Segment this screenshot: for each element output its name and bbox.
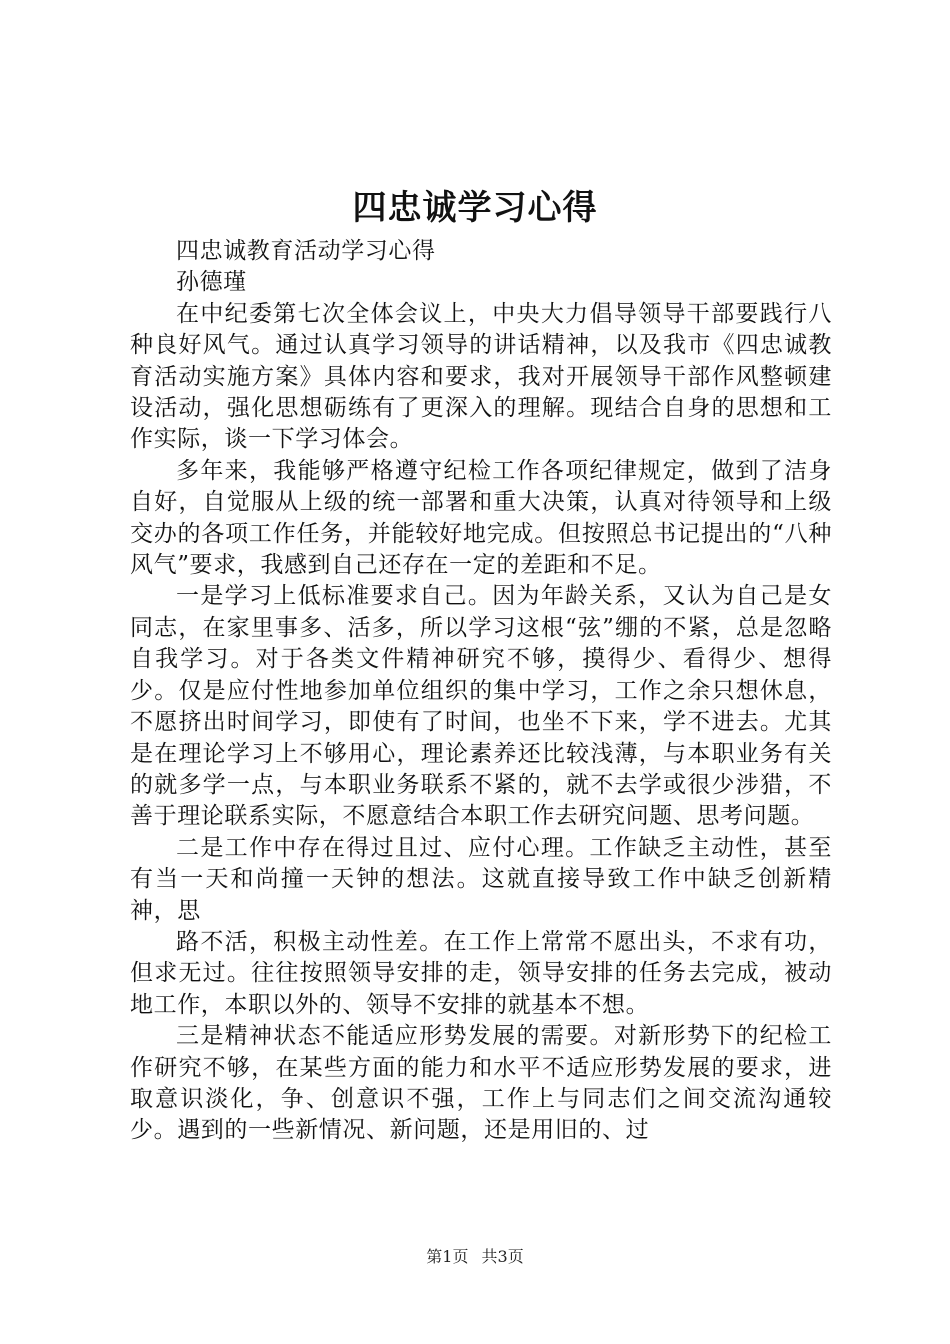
paragraph: 三是精神状态不能适应形势发展的需要。对新形势下的纪检工作研究不够，在某些方面的能力和水平不适应形势发展的要求，进取意识淡化，争、创意识不强，工作上与同志们之间交流沟通较少。遇到的一些新情况、新问题，还是用旧的、过 <box>130 1023 832 1144</box>
paragraph: 一是学习上低标准要求自己。因为年龄关系，又认为自己是女同志，在家里事多、活多，所以学习这根“弦”绷的不紧，总是忽略自我学习。对于各类文件精神研究不够，摸得少、看得少、想得少。仅是应付性地参加单位组织的集中学习，工作之余只想休息，不愿挤出时间学习，即使有了时间，也坐不下来，学不进去。尤其是在理论学习上不够用心，理论素养还比较浅薄，与本职业务有关的就多学一点，与本职业务联系不紧的，就不去学或很少涉猎，不善于理论联系实际，不愿意结合本职工作去研究问题、思考问题。 <box>130 583 832 830</box>
paragraph: 路不活，积极主动性差。在工作上常常不愿出头，不求有功，但求无过。往往按照领导安排的走，领导安排的任务去完成，被动地工作，本职以外的、领导不安排的就基本不想。 <box>130 928 832 1018</box>
author: 孙德瑾 <box>176 269 247 296</box>
paragraph: 在中纪委第七次全体会议上，中央大力倡导领导干部要践行八种良好风气。通过认真学习领导的讲话精神，以及我市《四忠诚教育活动实施方案》具体内容和要求，我对开展领导干部作风整顿建设活动，强化思想砺练有了更深入的理解。现结合自身的思想和工作实际，谈一下学习体会。 <box>130 300 832 453</box>
document-body <box>130 236 832 1147</box>
paragraph: 多年来，我能够严格遵守纪检工作各项纪律规定，做到了洁身自好，自觉服从上级的统一部署和重大决策，认真对待领导和上级交办的各项工作任务，并能较好地完成。但按照总书记提出的“八种风气”要求，我感到自己还存在一定的差距和不足。 <box>130 457 832 579</box>
document-title: 四忠诚学习心得 <box>352 188 598 228</box>
page-number: 第1页 <box>426 1247 469 1266</box>
paragraph: 二是工作中存在得过且过、应付心理。工作缺乏主动性，甚至有当一天和尚撞一天钟的想法。这就直接导致工作中缺乏创新精神，思 <box>130 834 832 924</box>
page-footer <box>0 1244 950 1267</box>
page-total: 共3页 <box>481 1247 524 1266</box>
subtitle: 四忠诚教育活动学习心得 <box>176 238 436 264</box>
